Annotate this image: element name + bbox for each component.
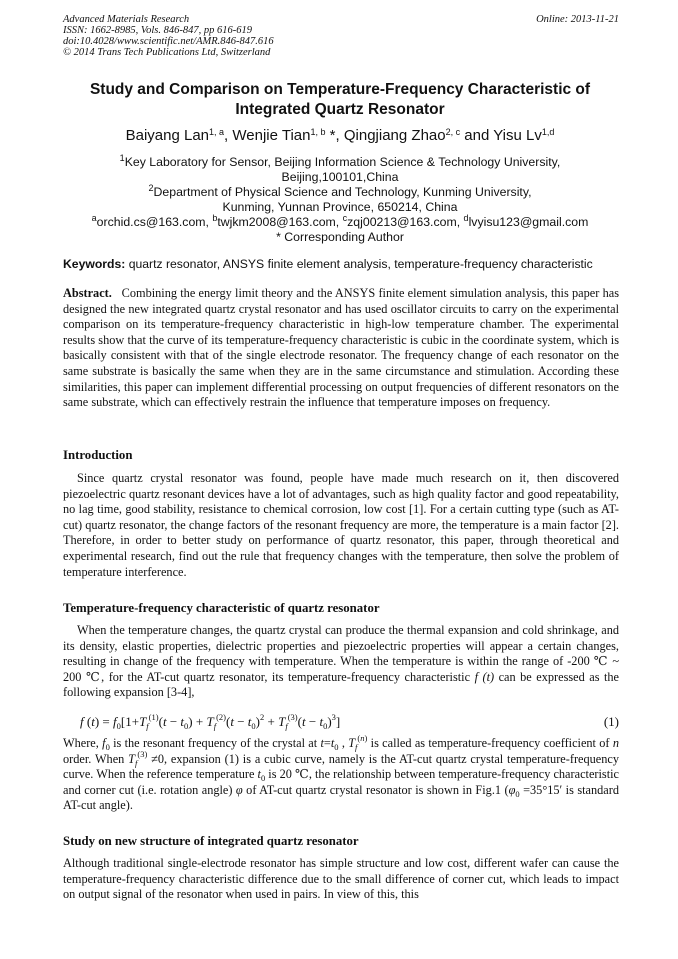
author-sep: and [460, 127, 494, 144]
section-heading-new-structure: Study on new structure of integrated quartz resonator [63, 834, 359, 848]
author-sup: 1,d [541, 127, 555, 137]
where-text: Where, [63, 736, 103, 750]
affiliation-sup: 1 [119, 153, 125, 163]
where-text: order. When [63, 751, 129, 766]
author-name: Baiyang Lan [125, 127, 210, 144]
copyright-line: © 2014 Trans Tech Publications Ltd, Switzerland [63, 47, 271, 58]
where-text: is 20 ℃, the relationship between temperature-frequency characteristic and corner cut (i.e. rotation angle) [63, 767, 619, 797]
author-sep: , [224, 127, 233, 144]
author-name: Wenjie Tian [232, 127, 311, 144]
email-address: zqj00213@163.com, [347, 215, 464, 229]
affiliation-2 [60, 185, 620, 215]
where-paragraph: Where, $f_0$ is the resonant frequency of the crystal at $t=t_0$ , $T_f^{(n)}$ is called as temperature-frequency coefficient of n order. When $T_f^{(3)} \ne 0$, expansion (1) is a cubic curve, namely is the AT-cut quartz crystal temperature-frequency curve. When the reference temperature $t_0$ is 20 ℃, the relationship between temperature-frequency characteristic and corner cut (i.e. rotation angle) φ of AT-cut quartz crystal resonator is shown in Fig.1 ($\varphi_0 =35^\circ 15'$ is standard AT-cut angle). [63, 733, 620, 813]
author-list [60, 127, 620, 144]
where-text: =35°15′ is standard AT-cut angle). [63, 782, 619, 813]
abstract-label: Abstract. [63, 286, 112, 300]
affiliation-sup: 2 [148, 183, 154, 193]
section-heading-temperature-frequency: Temperature-frequency characteristic of quartz resonator [63, 601, 380, 615]
keywords-text: quartz resonator, ANSYS finite element analysis, temperature-frequency characteristic [125, 257, 593, 271]
keywords-label: Keywords: [63, 257, 126, 271]
where-text: is called as temperature-frequency coefficient of [367, 736, 613, 750]
introduction-paragraph [63, 471, 619, 580]
corresponding-author-note: * Corresponding Author [276, 230, 404, 245]
where-text: is the resonant frequency of the crystal at [109, 736, 321, 750]
affiliation-1 [60, 155, 620, 185]
author-sep: *, [325, 127, 344, 144]
keywords [63, 257, 619, 271]
equation-number: (1) [603, 714, 619, 729]
section-heading-introduction: Introduction [63, 448, 133, 462]
affiliation-text: Beijing,100101,China [281, 170, 399, 185]
email-sup: a [91, 213, 97, 223]
equation-1 [80, 714, 619, 732]
author-sup: 1, b [310, 127, 326, 137]
introduction-text: Since quartz crystal resonator was found, people have made much research on it, then discovered piezoelectric quartz resonant devices have a lot of advantages, such as high quality factor and good repeatability, no lag time, good stability, resistance to chemical corrosion, low cost [1]. For a certain cutting type (such as AT-cut) quartz resonator, the change factors of the resonant frequency are more, the temperature is a main factor [2]. Therefore, in order to better study on performance of quartz resonator, this paper, through theoretical and experimental research, find out the rule that frequency changes with the temperature, then solve the problem of temperature interference. [63, 471, 619, 579]
issn-line: ISSN: 1662-8985, Vols. 846-847, pp 616-619 [63, 25, 252, 36]
affiliation-text: Kunming, Yunnan Province, 650214, China [222, 200, 458, 215]
email-list [60, 215, 620, 245]
section2-paragraph [63, 623, 619, 701]
doi-line: doi:10.4028/www.scientific.net/AMR.846-847.616 [63, 36, 274, 47]
section3-paragraph [63, 856, 619, 903]
equation-expression: f $(t) = f_0[1+T_f^{(1)}(t - t_0) + T_f^{(2)}(t - t_0)^2 + T_f^{(3)}(t - t_0)^3]$ [80, 712, 341, 731]
paper-title [60, 80, 620, 120]
journal-name: Advanced Materials Research [63, 14, 190, 25]
affiliation-text: Department of Physical Science and Technology, Kunming University, [153, 185, 532, 199]
email-address: orchid.cs@163.com, [96, 215, 213, 229]
where-text: ≠0, expansion (1) is a cubic curve, namely is the AT-cut quartz crystal temperature-frequency curve. When the reference temperature [63, 751, 620, 782]
section2-text: When the temperature changes, the quartz crystal can produce the thermal expansion and cold shrinkage, and its density, elastic properties, dielectric properties and piezoelectric properties will appear a certain changes, resulting in change of the frequency with temperature. When the temperature is within the range of -200 ℃ ~ 200 ℃, for the AT-cut quartz resonator, its temperature-frequency characteristic [63, 623, 619, 684]
email-sup: b [212, 213, 218, 223]
email-sup: d [463, 213, 469, 223]
title-line-1: Study and Comparison on Temperature-Frequency Characteristic of [89, 81, 591, 98]
abstract-text: Combining the energy limit theory and the ANSYS finite element simulation analysis, this paper has designed the new integrated quartz crystal resonator and has used oscillator circuits to carry on the experimental comparison on its temperature-frequency characteristic in high-low temperature chamber. The experimental results show that the curve of its temperature-frequency characteristic is cubic in the coordinate system, which is basically consistent with that of the single electrode resonator. The frequency change of each resonator on the same substrate is basically the same when they are in the same circumstance and stimulation. According these similarities, this paper can implement differential processing on output frequencies of different resonators on the same substrate, which can effectively restrain the influence that temperature imposes on frequency. [63, 286, 619, 410]
author-sup: 2, c [445, 127, 461, 137]
email-address: lvyisu123@gmail.com [468, 215, 589, 229]
email-sup: c [342, 213, 348, 223]
affiliation-text: Key Laboratory for Sensor, Beijing Information Science & Technology University, [124, 155, 561, 169]
journal-metadata [63, 14, 619, 58]
where-text: of AT-cut quartz crystal resonator is shown in Fig.1 ( [242, 782, 509, 797]
title-line-2: Integrated Quartz Resonator [235, 101, 445, 118]
order-symbol: n [612, 736, 619, 750]
phi-symbol: φ [235, 782, 243, 797]
online-date: Online: 2013-11-21 [536, 14, 619, 25]
author-name: Qingjiang Zhao [343, 127, 446, 144]
author-name: Yisu Lv [493, 127, 542, 144]
abstract [63, 286, 619, 411]
section2-text: can be expressed as the following expansion [3-4], [63, 669, 620, 700]
author-sup: 1, a [209, 127, 225, 137]
section3-text: Although traditional single-electrode resonator has simple structure and low cost, different wafer can cause the temperature-frequency characteristic difference due to the small difference of corner cut, which leads to impact on output signal of the resonator when used in pairs. In view of this, this [63, 856, 619, 902]
ft-symbol: f (t) [474, 669, 495, 684]
email-address: twjkm2008@163.com, [217, 215, 343, 229]
